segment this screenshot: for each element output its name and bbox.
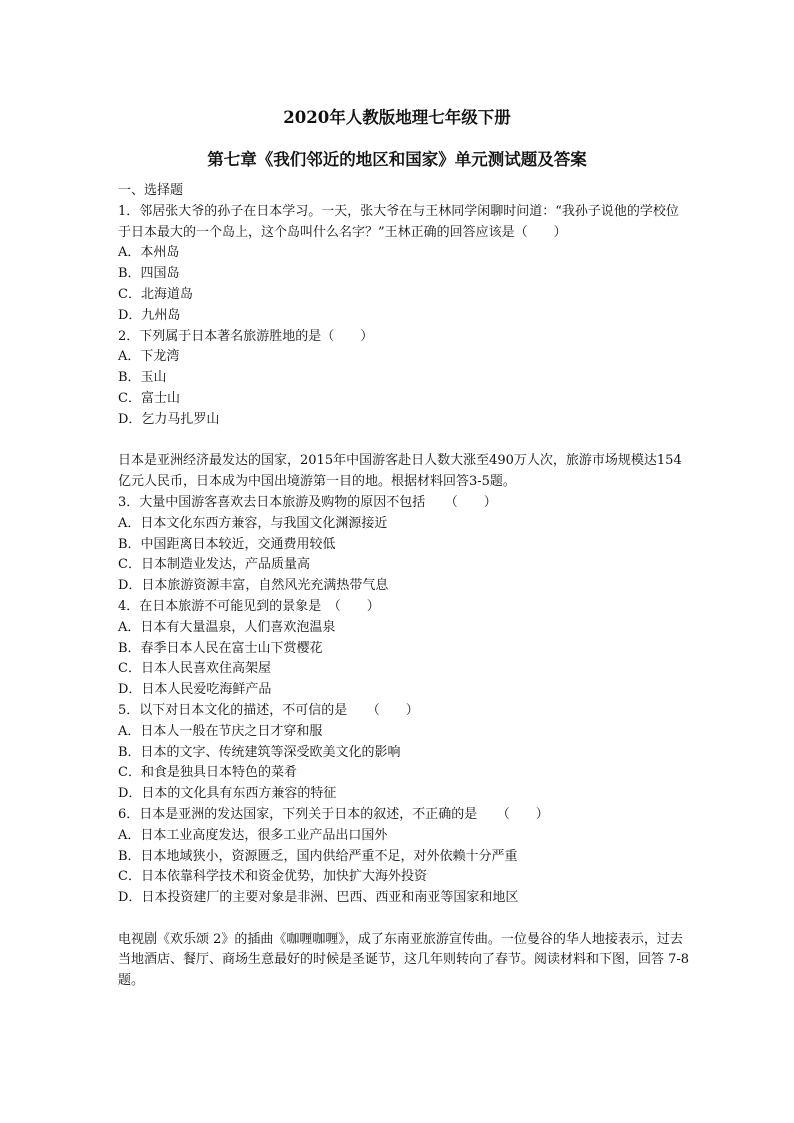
question-5-option-c: C．和食是独具日本特色的菜肴	[118, 765, 297, 781]
paragraph-gap	[118, 909, 690, 930]
question-3-option-c: C．日本制造业发达，产品质量高	[118, 557, 310, 573]
reading-material-2: 电视剧《欢乐颂 2》的插曲《咖喱咖喱》，成了东南亚旅游宣传曲。一位曼谷的华人地接表示，过去当地酒店、餐厅、商场生意最好的时候是圣诞节，这几年则转向了春节。阅读材料和下图，回答 7-8 题。	[118, 931, 690, 989]
question-3-stem: 3．大量中国游客喜欢去日本旅游及购物的原因不包括 （ ）	[118, 494, 497, 510]
question-2-option-c: C．富士山	[118, 390, 180, 406]
question-2-option-b: B．玉山	[118, 370, 167, 386]
question-4-option-d: D．日本人民爱吃海鲜产品	[118, 682, 272, 698]
question-6-option-c: C．日本依靠科学技术和资金优势，加快扩大海外投资	[118, 869, 427, 885]
document-body	[118, 181, 690, 992]
question-3-option-b: B．中国距离日本较近，交通费用较低	[118, 536, 336, 552]
question-4-option-b: B．春季日本人民在富士山下赏樱花	[118, 640, 323, 656]
question-3-option-d: D．日本旅游资源丰富，自然风光充满热带气息	[118, 578, 389, 594]
question-6-option-a: A．日本工业高度发达，很多工业产品出口国外	[118, 827, 388, 843]
reading-material-1: 日本是亚洲经济最发达的国家，2015年中国游客赴日人数大涨至490万人次，旅游市场规模达154亿元人民币，日本成为中国出境游第一目的地。根据材料回答3-5题。	[118, 453, 682, 490]
question-4-option-a: A．日本有大量温泉，人们喜欢泡温泉	[118, 619, 336, 635]
paragraph-gap	[118, 431, 690, 452]
question-5-option-d: D．日本的文化具有东西方兼容的特征	[118, 786, 337, 802]
question-5-option-a: A．日本人一般在节庆之日才穿和服	[118, 723, 323, 739]
question-2-option-a: A．下龙湾	[118, 349, 180, 365]
question-6-option-d: D．日本投资建厂的主要对象是非洲、巴西、西亚和南亚等国家和地区	[118, 890, 519, 906]
question-1-option-b: B．四国岛	[118, 266, 180, 282]
section-heading: 一、选择题	[118, 183, 184, 198]
question-2-stem: 2．下列属于日本著名旅游胜地的是（ ）	[118, 328, 374, 344]
document-title: 2020年人教版地理七年级下册	[283, 108, 511, 127]
question-1-option-a: A．本州岛	[118, 245, 180, 261]
question-6-option-b: B．日本地域狭小，资源匮乏，国内供给严重不足，对外依赖十分严重	[118, 848, 518, 864]
question-5-option-b: B．日本的文字、传统建筑等深受欧美文化的影响	[118, 744, 401, 760]
question-1-option-c: C．北海道岛	[118, 286, 193, 302]
question-4-stem: 4．在日本旅游不可能见到的景象是 （ ）	[118, 598, 380, 614]
question-2-option-d: D．乞力马扎罗山	[118, 411, 220, 427]
question-1-option-d: D．九州岛	[118, 307, 181, 323]
question-6-stem: 6．日本是亚洲的发达国家，下列关于日本的叙述，不正确的是 （ ）	[118, 806, 549, 822]
question-4-option-c: C．日本人民喜欢住高架屋	[118, 661, 271, 677]
question-1-stem: 1．邻居张大爷的孙子在日本学习。一天，张大爷在与王林同学闲聊时问道：“我孙子说他的学校位于日本最大的一个岛上，这个岛叫什么名字？”王林正确的回答应该是（ ）	[118, 203, 679, 240]
question-3-option-a: A．日本文化东西方兼容，与我国文化渊源接近	[118, 515, 388, 531]
question-5-stem: 5．以下对日本文化的描述，不可信的是 （ ）	[118, 702, 419, 718]
document-subtitle: 第七章《我们邻近的地区和国家》单元测试题及答案	[207, 150, 587, 169]
